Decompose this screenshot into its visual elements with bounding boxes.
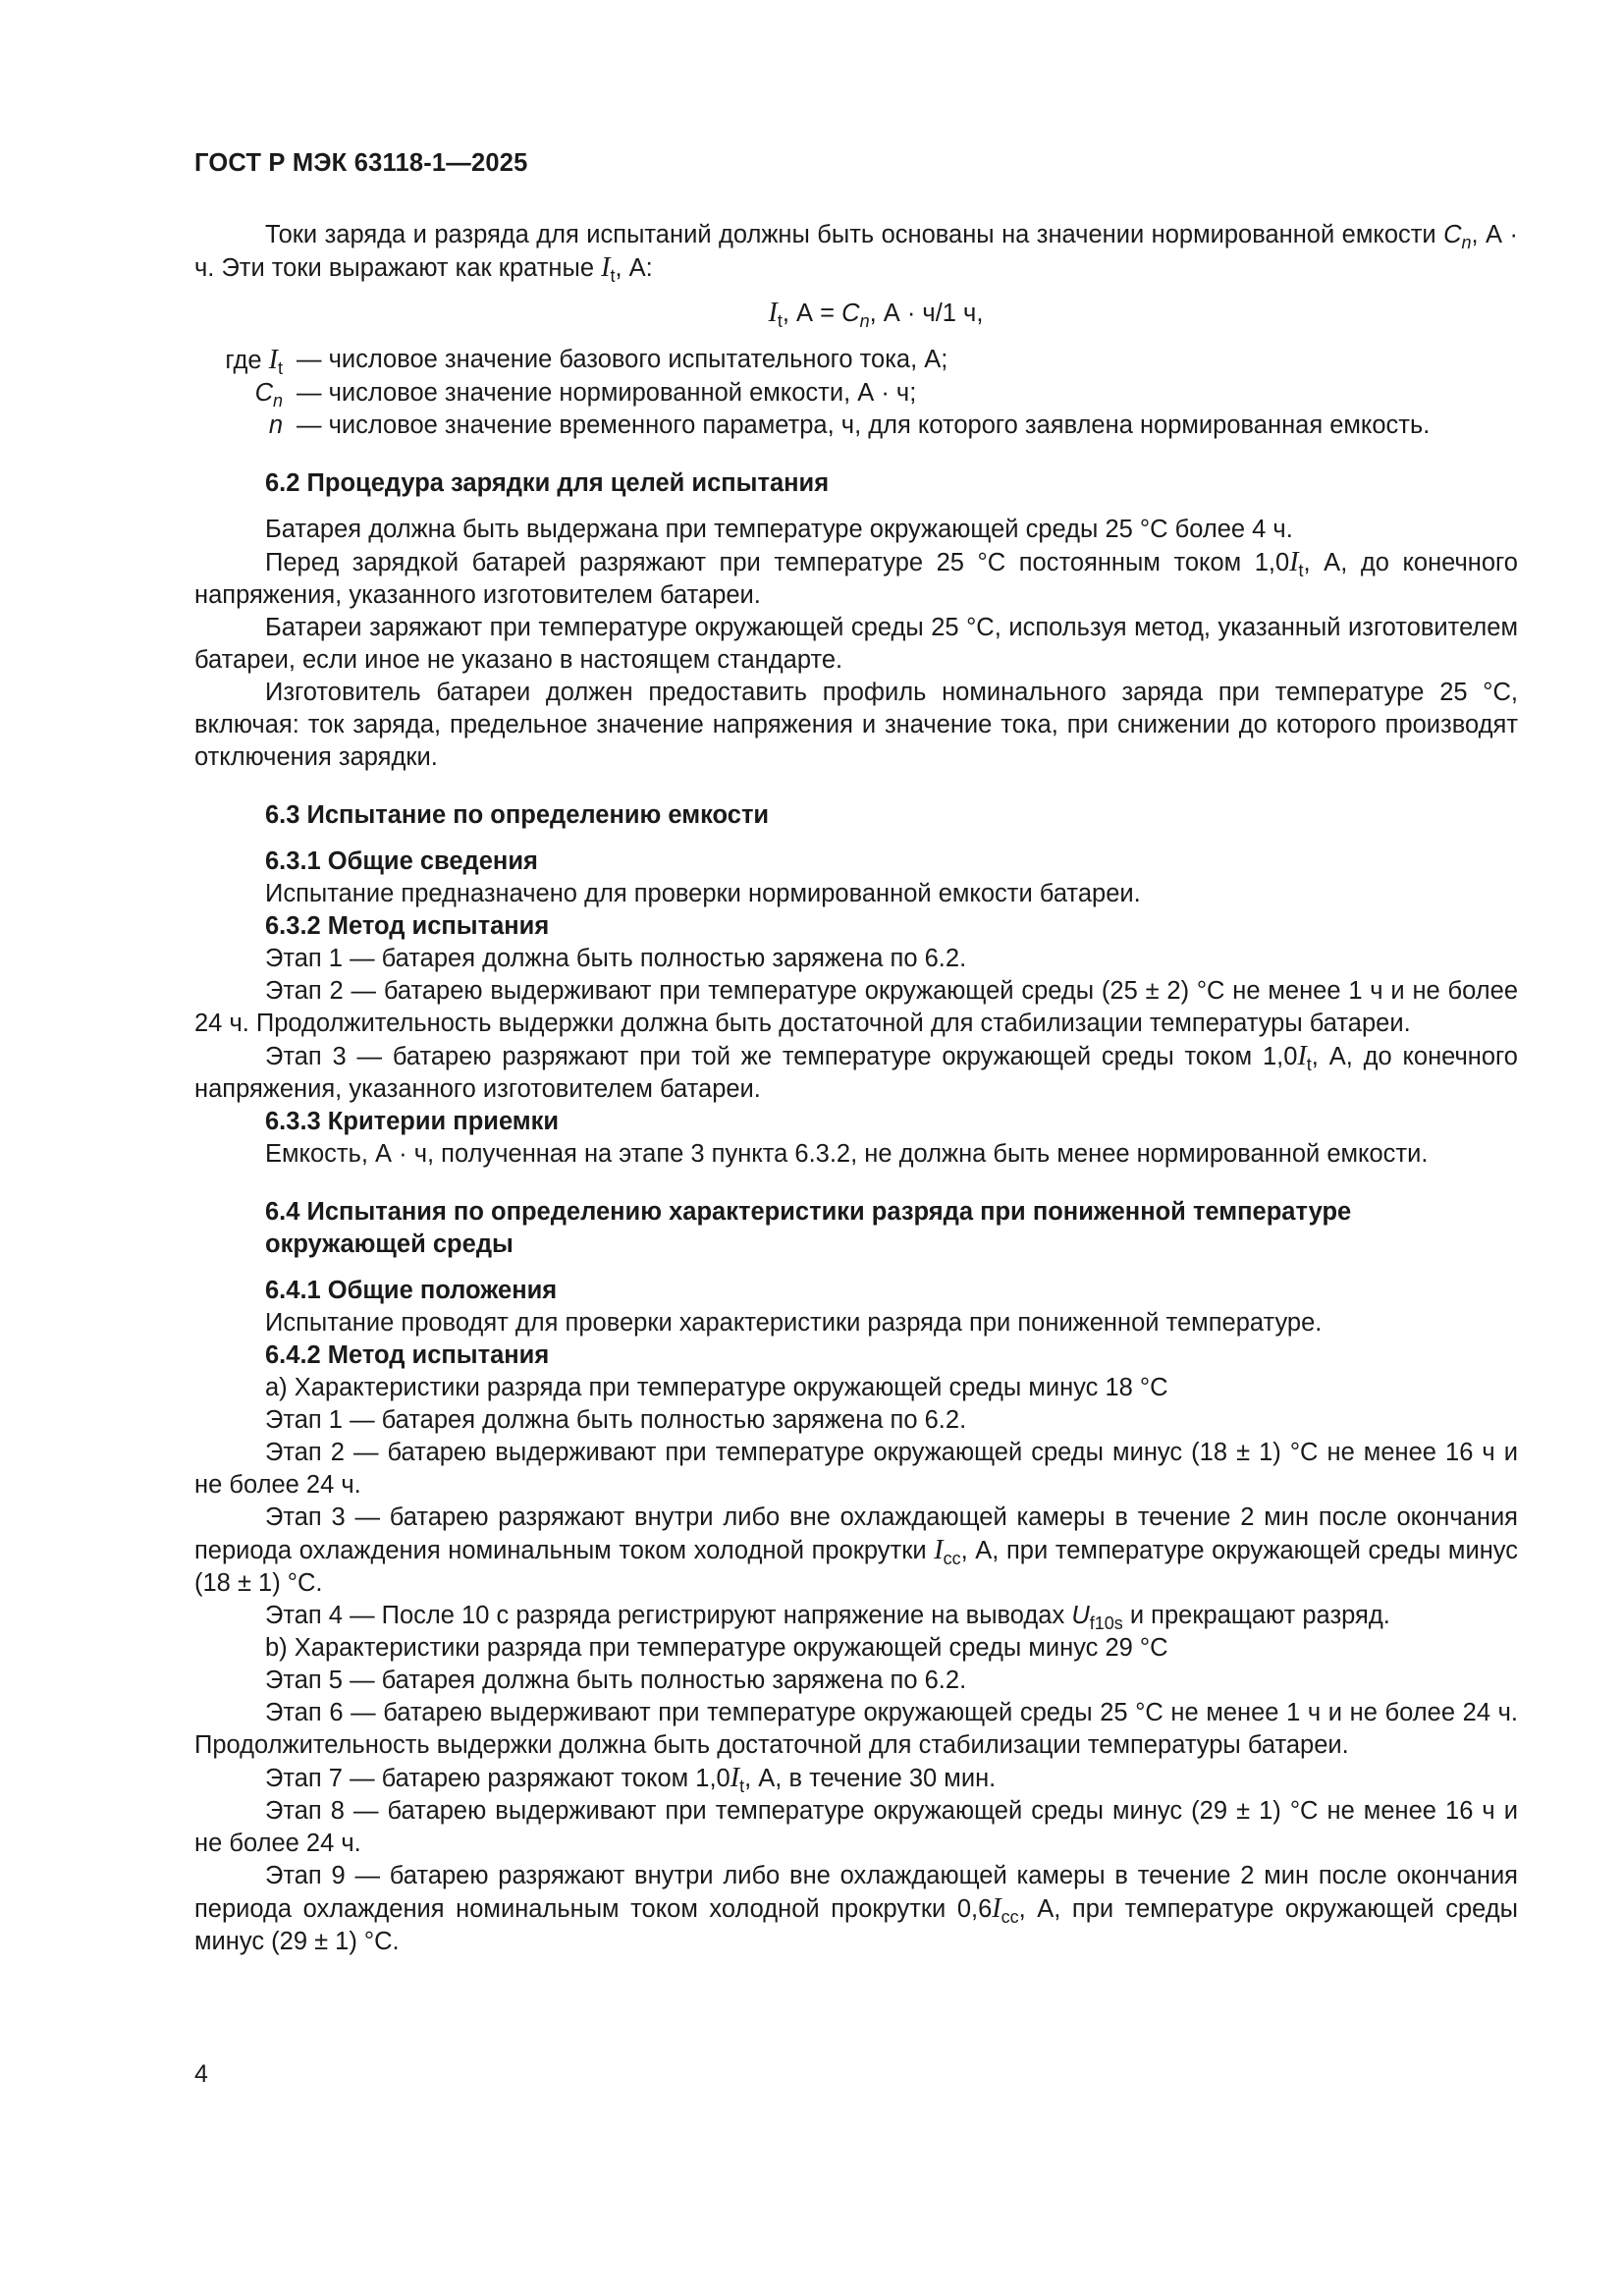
paragraph: Этап 3 — батарею разряжают внутри либо вне охлаждающей камеры в течение 2 мин после окончания периода охлаждения номинальным током холодной прокрутки $I_{cc}$, А, при температуре окружающей среды минус (18 ± 1) °С. xyxy=(194,1503,1518,1597)
paragraph: Этап 6 — батарею выдерживают при температуре окружающей среды 25 °С не менее 1 ч и не более 24 ч. Продолжительность выдержки должна быть достаточной для стабилизации температуры батареи. xyxy=(194,1699,1518,1759)
paragraph: Испытание проводят для проверки характеристики разряда при пониженной температуре. xyxy=(265,1309,1323,1337)
formula: $I_t$, $А = C_n$, А · ч/1 ч, xyxy=(768,298,984,332)
section-6-3-1-title: 6.3.1 Общие сведения xyxy=(265,847,538,875)
paragraph: Этап 7 — батарею разряжают током $1,0I_t$, А, в течение 30 мин. xyxy=(265,1763,997,1797)
paragraph: Этап 5 — батарея должна быть полностью заряжена по 6.2. xyxy=(265,1667,967,1694)
page-number: 4 xyxy=(194,2060,208,2088)
section-6-3-title: 6.3 Испытание по определению емкости xyxy=(265,801,770,829)
paragraph: Этап 2 — батарею выдерживают при температуре окружающей среды (25 ± 2) °С не менее 1 ч и не более 24 ч. Продолжительность выдержки должна быть достаточной для стабилизации температуры батареи. xyxy=(194,977,1518,1037)
formula-legend: где $I_t$ — числовое значение базового испытательного тока, А; $C_n$ — числовое значение нормированной емкости, А · ч; n — числовое значение временного параметра, ч, для которого заявлена нормированная емкость. xyxy=(225,345,1431,439)
list-item-b: b) Характеристики разряда при температуре окружающей среды минус 29 °С xyxy=(265,1634,1168,1662)
paragraph: Перед зарядкой батарей разряжают при температуре 25 °С постоянным током $1,0I_t$, А, до конечного напряжения, указанного изготовителем батареи. xyxy=(194,547,1518,609)
paragraph: Испытание предназначено для проверки нормированной емкости батареи. xyxy=(265,880,1141,907)
section-6-4-1-title: 6.4.1 Общие положения xyxy=(265,1277,558,1304)
paragraph: Этап 1 — батарея должна быть полностью заряжена по 6.2. xyxy=(265,1406,967,1434)
paragraph: Этап 3 — батарею разряжают при той же температуре окружающей среды током $1,0I_t$, А, до конечного напряжения, указанного изготовителем батареи. xyxy=(194,1041,1518,1103)
paragraph: Батарея должна быть выдержана при температуре окружающей среды 25 °С более 4 ч. xyxy=(265,516,1293,543)
paragraph: Этап 4 — После 10 с разряда регистрируют напряжение на выводах $U_{f10s}$ и прекращают разряд. xyxy=(265,1602,1390,1634)
paragraph: Емкость, А · ч, полученная на этапе 3 пункта 6.3.2, не должна быть менее нормированной емкости. xyxy=(265,1140,1429,1168)
paragraph: Этап 2 — батарею выдерживают при температуре окружающей среды минус (18 ± 1) °С не менее 16 ч и не более 24 ч. xyxy=(194,1439,1518,1499)
list-item-a: а) Характеристики разряда при температуре окружающей среды минус 18 °С xyxy=(265,1374,1168,1401)
section-6-2-title: 6.2 Процедура зарядки для целей испытания xyxy=(265,469,830,497)
section-6-4-title: 6.4 Испытания по определению характеристики разряда при пониженной температуре окружающей среды xyxy=(265,1198,1352,1258)
paragraph: Батареи заряжают при температуре окружающей среды 25 °С, используя метод, указанный изготовителем батареи, если иное не указано в настоящем стандарте. xyxy=(194,614,1518,674)
intro-paragraph: Токи заряда и разряда для испытаний должны быть основаны на значении нормированной емкости $C_n$, А · ч. Эти токи выражают как кратные $I_t$, А: xyxy=(194,221,1518,287)
section-6-4-2-title: 6.4.2 Метод испытания xyxy=(265,1341,550,1369)
document-page xyxy=(194,147,1518,1958)
paragraph: Этап 1 — батарея должна быть полностью заряжена по 6.2. xyxy=(265,945,967,972)
paragraph: Этап 9 — батарею разряжают внутри либо вне охлаждающей камеры в течение 2 мин после окончания периода охлаждения номинальным током холодной прокрутки $0,6I_{cc}$, А, при температуре окружающей среды минус (29 ± 1) °С. xyxy=(194,1862,1518,1955)
document-header: ГОСТ Р МЭК 63118-1—2025 xyxy=(194,149,528,177)
paragraph: Этап 8 — батарею выдерживают при температуре окружающей среды минус (29 ± 1) °С не менее 16 ч и не более 24 ч. xyxy=(194,1797,1518,1857)
paragraph: Изготовитель батареи должен предоставить профиль номинального заряда при температуре 25 °С, включая: ток заряда, предельное значение напряжения и значение тока, при снижении до которого производят отключения зарядки. xyxy=(194,679,1518,771)
section-6-3-2-title: 6.3.2 Метод испытания xyxy=(265,912,550,940)
section-6-3-3-title: 6.3.3 Критерии приемки xyxy=(265,1108,560,1135)
